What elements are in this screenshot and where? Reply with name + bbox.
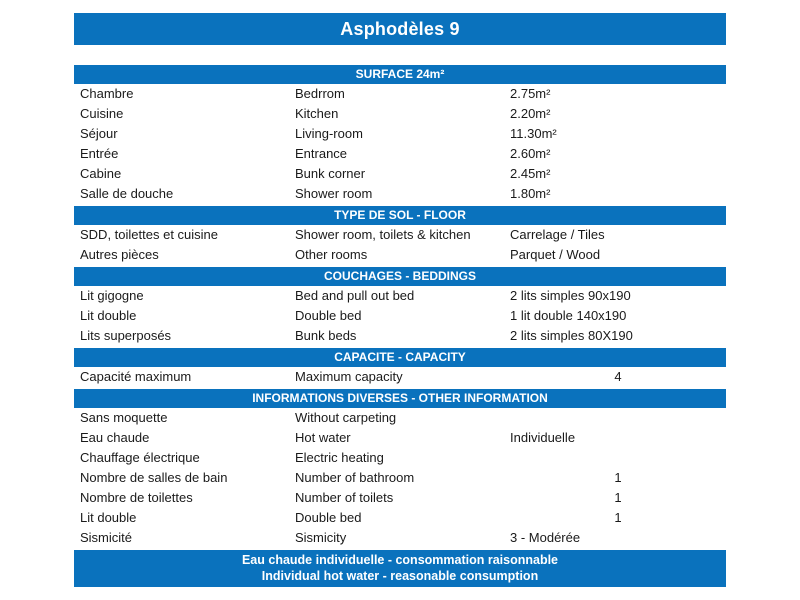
table-row — [74, 367, 726, 387]
property-info-sheet — [74, 13, 726, 587]
cell-value: 1 — [614, 510, 622, 525]
cell-fr: Nombre de toilettes — [80, 490, 193, 505]
table-row — [74, 104, 726, 124]
cell-fr: Capacité maximum — [80, 369, 192, 384]
page-title: Asphodèles 9 — [74, 13, 726, 45]
cell-fr: Séjour — [80, 126, 118, 141]
cell-fr: Entrée — [80, 146, 119, 161]
section-header: TYPE DE SOL - FLOOR — [74, 206, 726, 225]
cell-fr: SDD, toilettes et cuisine — [80, 227, 219, 242]
footer-line-fr: Eau chaude individuelle - consommation raisonnable — [241, 553, 559, 567]
table-row — [74, 508, 726, 528]
cell-en: Other rooms — [295, 247, 368, 262]
cell-value: 2.45m² — [510, 166, 551, 181]
cell-value: 4 — [614, 369, 622, 384]
cell-value: 1 — [614, 490, 622, 505]
cell-fr: Lit double — [80, 308, 137, 323]
table-row — [74, 488, 726, 508]
cell-value: 3 - Modérée — [510, 530, 581, 545]
table-row — [74, 245, 726, 265]
cell-en: Kitchen — [295, 106, 339, 121]
table-row — [74, 468, 726, 488]
cell-value: 2 lits simples 80X190 — [510, 328, 633, 343]
table-row — [74, 164, 726, 184]
cell-en: Double bed — [295, 308, 362, 323]
cell-fr: Nombre de salles de bain — [80, 470, 228, 485]
cell-en: Bedrrom — [295, 86, 345, 101]
cell-value: 2.60m² — [510, 146, 551, 161]
cell-en: Without carpeting — [295, 410, 397, 425]
cell-fr: Salle de douche — [80, 186, 174, 201]
cell-fr: Sans moquette — [80, 410, 168, 425]
cell-en: Living-room — [295, 126, 363, 141]
cell-value: 1 — [614, 470, 622, 485]
cell-value: Parquet / Wood — [510, 247, 601, 262]
cell-value: Individuelle — [510, 430, 576, 445]
cell-en: Shower room — [295, 186, 373, 201]
cell-fr: Autres pièces — [80, 247, 159, 262]
cell-en: Bunk beds — [295, 328, 357, 343]
cell-value — [510, 448, 726, 468]
cell-fr: Lits superposés — [80, 328, 172, 343]
table-row — [74, 184, 726, 204]
cell-fr: Eau chaude — [80, 430, 150, 445]
section-header: INFORMATIONS DIVERSES - OTHER INFORMATION — [74, 389, 726, 408]
cell-fr: Cabine — [80, 166, 122, 181]
table-row — [74, 124, 726, 144]
table-row — [74, 286, 726, 306]
table-row — [74, 428, 726, 448]
cell-value: 2.75m² — [510, 86, 551, 101]
footer-banner — [74, 550, 726, 587]
cell-value: 1 lit double 140x190 — [510, 308, 627, 323]
sections-container — [74, 65, 726, 548]
cell-value: 11.30m² — [510, 126, 557, 141]
cell-en: Maximum capacity — [295, 369, 403, 384]
cell-fr: Sismicité — [80, 530, 133, 545]
table-row — [74, 84, 726, 104]
cell-value: 2 lits simples 90x190 — [510, 288, 631, 303]
cell-value: 2.20m² — [510, 106, 551, 121]
cell-en: Entrance — [295, 146, 348, 161]
cell-fr: Lit gigogne — [80, 288, 144, 303]
cell-en: Hot water — [295, 430, 351, 445]
table-row — [74, 144, 726, 164]
table-row — [74, 448, 726, 468]
cell-fr: Chambre — [80, 86, 134, 101]
cell-fr: Chauffage électrique — [80, 450, 200, 465]
table-row — [74, 408, 726, 428]
table-row — [74, 326, 726, 346]
cell-en: Shower room, toilets & kitchen — [295, 227, 471, 242]
table-row — [74, 306, 726, 326]
section-header: SURFACE 24m² — [74, 65, 726, 84]
cell-en: Bunk corner — [295, 166, 366, 181]
section-header: CAPACITE - CAPACITY — [74, 348, 726, 367]
cell-value: Carrelage / Tiles — [510, 227, 605, 242]
section-header: COUCHAGES - BEDDINGS — [74, 267, 726, 286]
table-row — [74, 225, 726, 245]
cell-value: 1.80m² — [510, 186, 551, 201]
cell-en: Number of bathroom — [295, 470, 415, 485]
cell-fr: Cuisine — [80, 106, 124, 121]
cell-en: Sismicity — [295, 530, 347, 545]
cell-en: Bed and pull out bed — [295, 288, 415, 303]
footer-line-en: Individual hot water - reasonable consumption — [261, 569, 539, 583]
cell-en: Electric heating — [295, 450, 384, 465]
cell-en: Number of toilets — [295, 490, 394, 505]
cell-en: Double bed — [295, 510, 362, 525]
table-row — [74, 528, 726, 548]
cell-value — [510, 408, 726, 428]
cell-fr: Lit double — [80, 510, 137, 525]
